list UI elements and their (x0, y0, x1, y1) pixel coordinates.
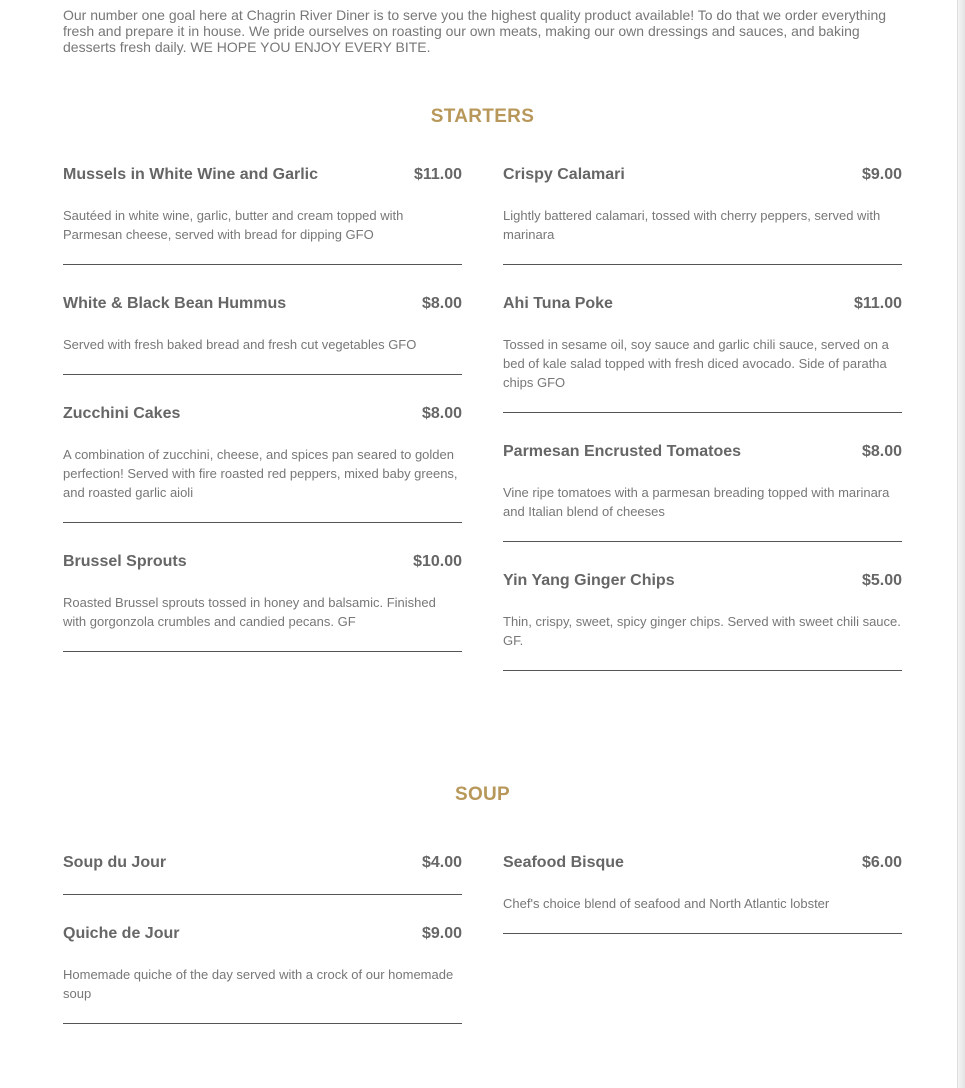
item-price: $8.00 (861, 443, 902, 460)
item-name: White & Black Bean Hummus (63, 295, 287, 312)
item-description: Sautéed in white wine, garlic, butter and cream topped with Parmesan cheese, served with bread for dipping GFO (63, 208, 404, 242)
menu-item (63, 166, 462, 265)
item-name: Mussels in White Wine and Garlic (63, 166, 319, 183)
soup-right-column (503, 854, 902, 1054)
item-name: Quiche de Jour (63, 925, 180, 942)
menu-item (503, 443, 902, 542)
item-name: Zucchini Cakes (63, 405, 181, 422)
starters-left-column (63, 166, 462, 701)
menu-item (63, 854, 462, 895)
item-description: Homemade quiche of the day served with a crock of our homemade soup (63, 967, 454, 1001)
item-name: Crispy Calamari (503, 166, 625, 183)
item-price: $5.00 (861, 572, 902, 589)
item-name: Ahi Tuna Poke (503, 295, 613, 312)
item-description: Thin, crispy, sweet, spicy ginger chips. Served with sweet chili sauce. GF. (503, 614, 901, 648)
soup-title: SOUP (454, 784, 511, 805)
item-price: $11.00 (853, 295, 902, 312)
menu-item (63, 925, 462, 1024)
menu-item (63, 295, 462, 375)
soup-left-column (63, 854, 462, 1054)
item-price: $6.00 (861, 854, 902, 871)
menu-item (503, 295, 902, 413)
menu-item (503, 166, 902, 265)
soup-grid (63, 854, 902, 1054)
item-name: Parmesan Encrusted Tomatoes (503, 443, 742, 460)
item-price: $8.00 (421, 295, 462, 312)
intro-text: Our number one goal here at Chagrin River Diner is to serve you the highest quality product available! To do that we order everything fresh and prepare it in house. We pride ourselves on roasting our own meats, making our own dressings and sauces, and baking desserts fresh daily. WE HOPE YOU ENJOY EVERY BITE. (63, 7, 887, 55)
item-price: $8.00 (421, 405, 462, 422)
starters-right-column (503, 166, 902, 701)
menu-item (503, 854, 902, 934)
item-description: Roasted Brussel sprouts tossed in honey and balsamic. Finished with gorgonzola crumbles and candied pecans. GF (63, 595, 436, 629)
starters-title: STARTERS (430, 106, 535, 127)
item-description: Chef's choice blend of seafood and North Atlantic lobster (503, 896, 830, 911)
item-price: $9.00 (861, 166, 902, 183)
item-description: Served with fresh baked bread and fresh cut vegetables GFO (63, 337, 417, 352)
item-name: Yin Yang Ginger Chips (503, 572, 675, 589)
item-name: Seafood Bisque (503, 854, 624, 871)
item-description: Vine ripe tomatoes with a parmesan breading topped with marinara and Italian blend of cheeses (503, 485, 890, 519)
item-description: A combination of zucchini, cheese, and spices pan seared to golden perfection! Served with fire roasted red peppers, mixed baby greens, and roasted garlic aioli (63, 447, 458, 500)
starters-grid (63, 166, 902, 701)
page-scroll-edge (957, 0, 965, 1088)
item-price: $9.00 (421, 925, 462, 942)
menu-item (63, 553, 462, 652)
menu-item (503, 572, 902, 671)
item-name: Soup du Jour (63, 854, 167, 871)
item-description: Lightly battered calamari, tossed with cherry peppers, served with marinara (503, 208, 881, 242)
item-price: $11.00 (413, 166, 462, 183)
item-name: Brussel Sprouts (63, 553, 187, 570)
menu-container (63, 0, 902, 1054)
item-price: $10.00 (413, 553, 462, 570)
item-price: $4.00 (421, 854, 462, 871)
menu-item (63, 405, 462, 523)
item-description: Tossed in sesame oil, soy sauce and garlic chili sauce, served on a bed of kale salad topped with fresh diced avocado. Side of paratha chips GFO (503, 337, 889, 390)
